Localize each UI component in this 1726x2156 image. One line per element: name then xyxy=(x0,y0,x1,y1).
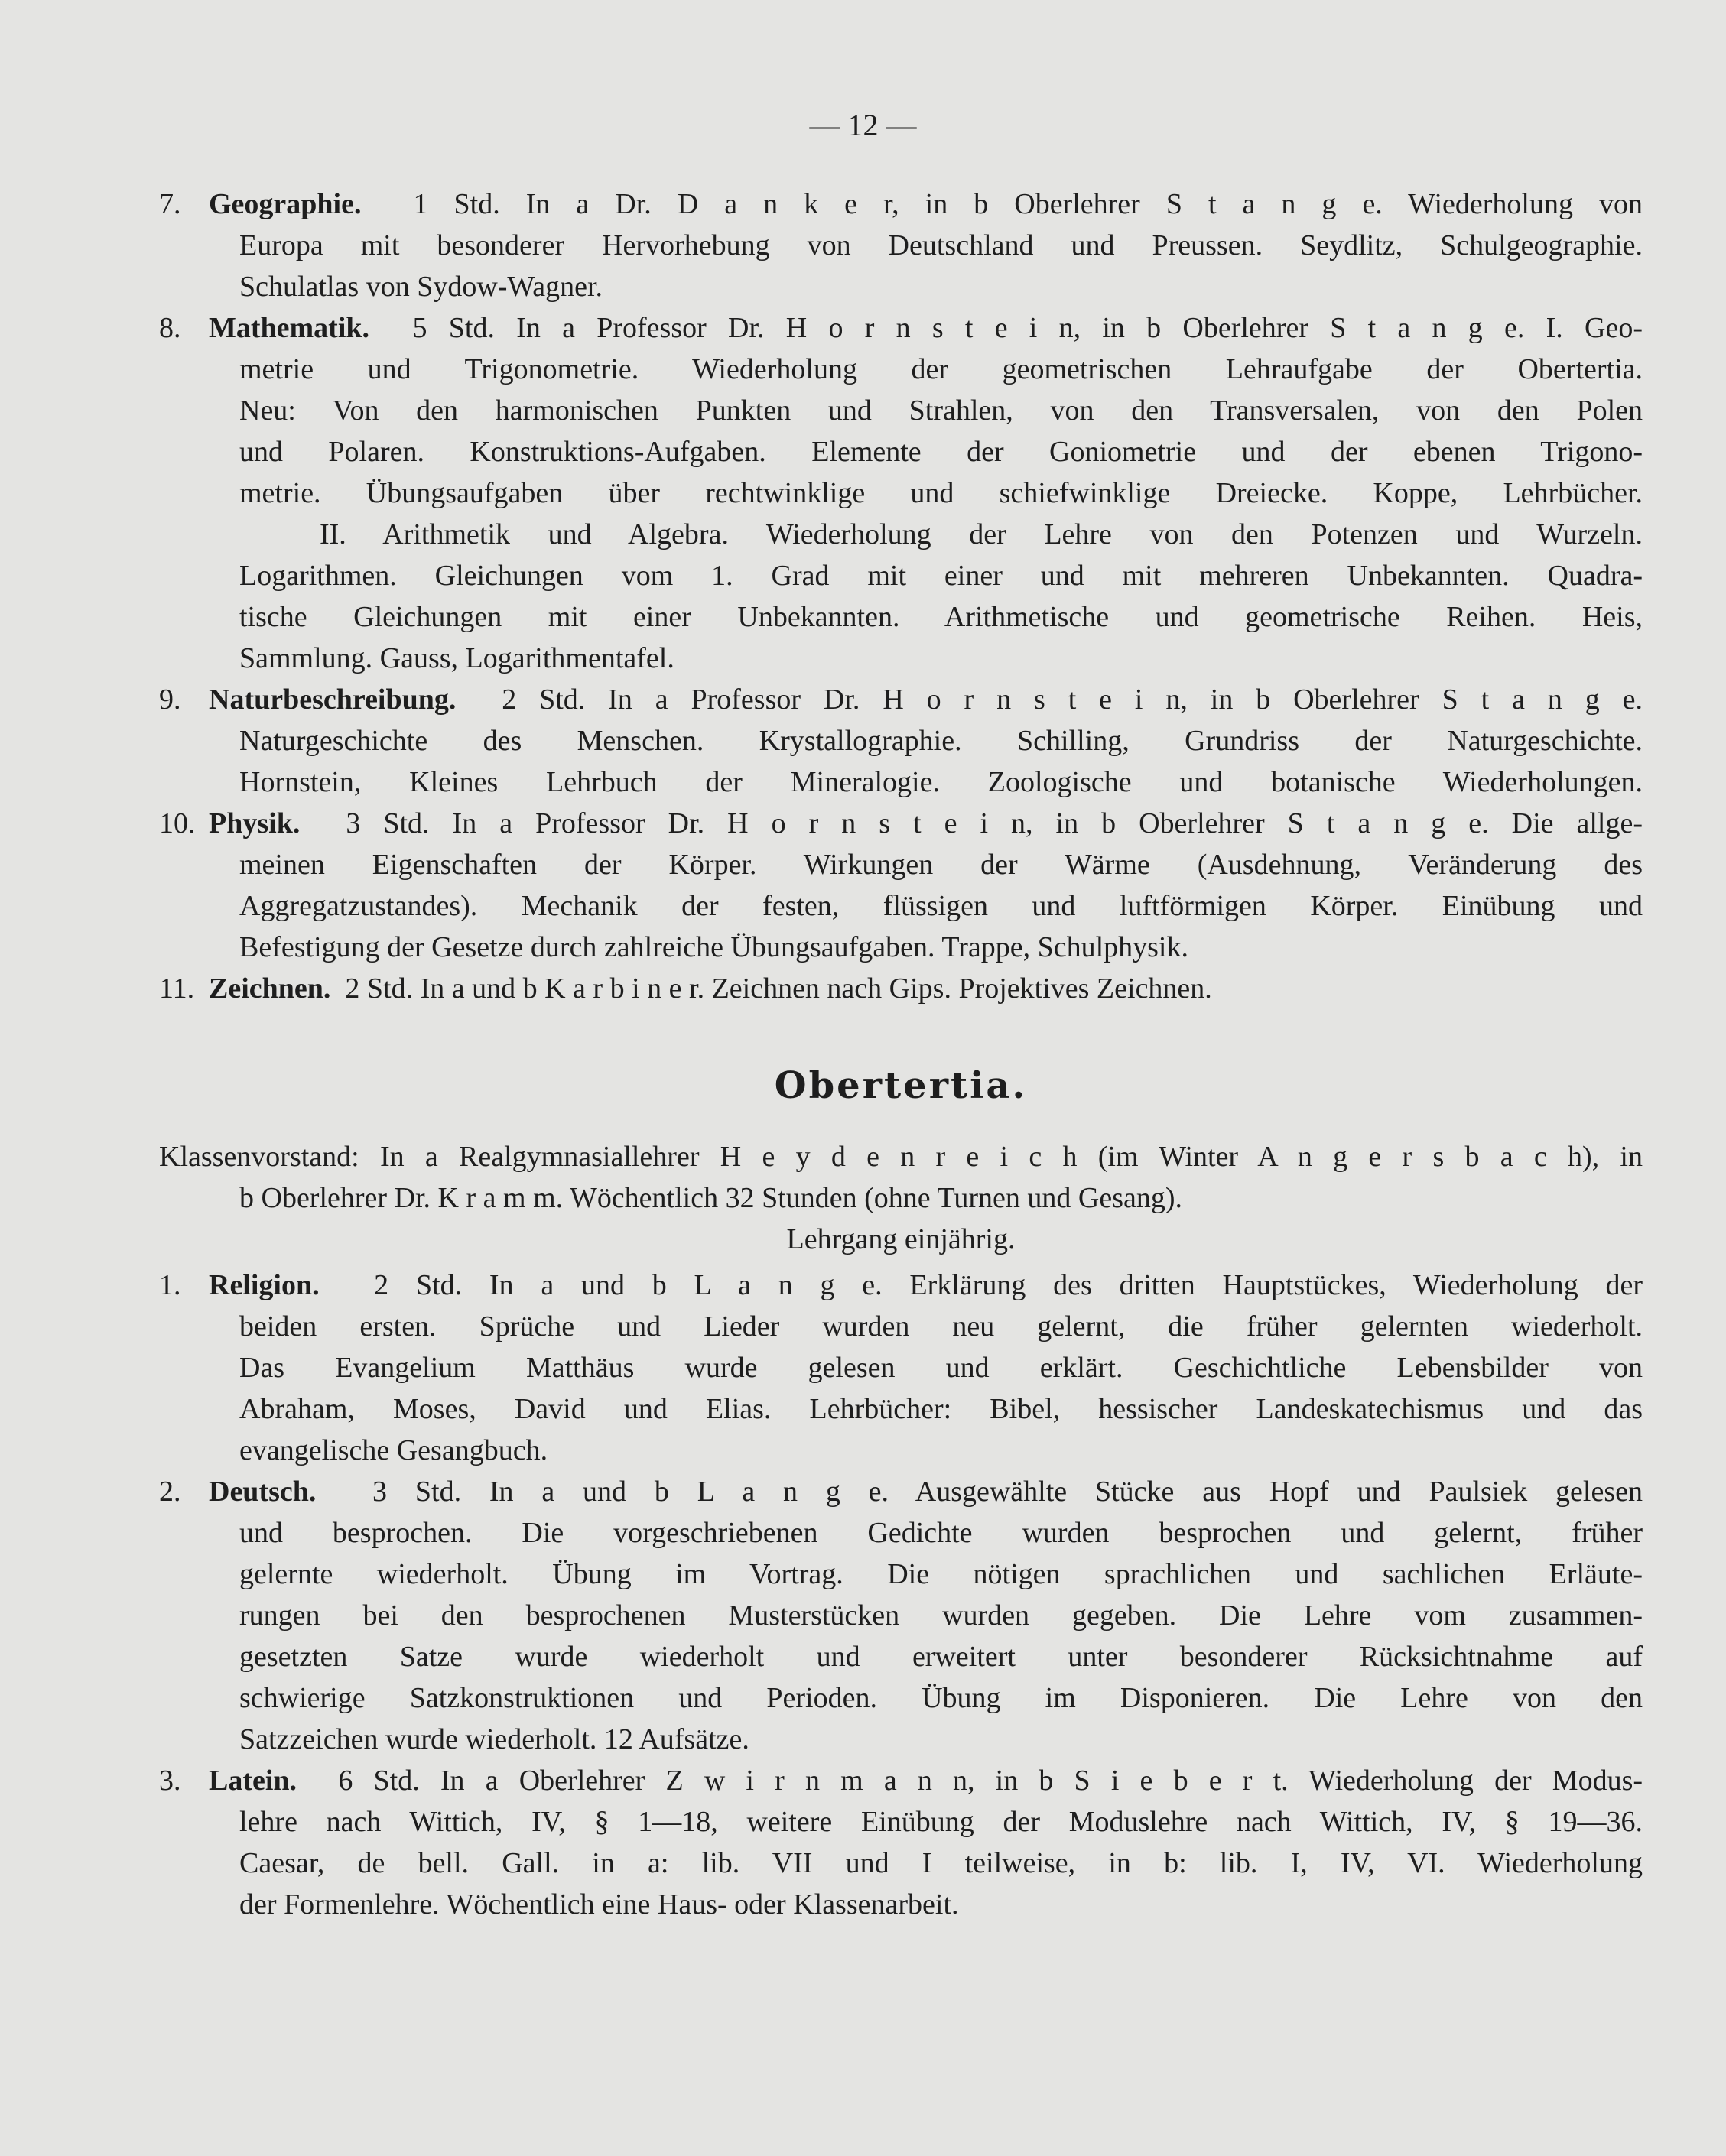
entry-title: Mathematik. xyxy=(209,312,370,344)
entry-text: rungen bei den besprochenen Musterstücken wurden gegeben. Die Lehre vom zusammen- xyxy=(239,1599,1643,1632)
entry-naturbeschreibung xyxy=(159,679,1643,803)
entry-text: Europa mit besonderer Hervorhebung von Deutschland und Preussen. Seydlitz, Schulgeographie. xyxy=(239,229,1643,261)
intro-text: Klassenvorstand: In a Realgymnasiallehrer H e y d e n r e i c h (im Winter A n g e r s b a c h), in xyxy=(159,1141,1643,1173)
entry-number: 8. xyxy=(159,312,181,344)
entry-text: lehre nach Wittich, IV, § 1—18, weitere Einübung der Moduslehre nach Wittich, IV, § 19—36. xyxy=(239,1806,1643,1838)
entry-number: 11. xyxy=(159,972,195,1005)
entry-physik xyxy=(159,803,1643,968)
entry-text: 2 Std. In a und b L a n g e. Erklärung des dritten Hauptstückes, Wiederholung der xyxy=(374,1269,1643,1301)
entry-text: Aggregatzustandes). Mechanik der festen, flüssigen und luftförmigen Körper. Einübung und xyxy=(239,890,1643,922)
entry-text: Abraham, Moses, David und Elias. Lehrbücher: Bibel, hessischer Landeskatechismus und das xyxy=(239,1393,1643,1425)
entry-text: Sammlung. Gauss, Logarithmentafel. xyxy=(239,642,674,674)
entry-text: Das Evangelium Matthäus wurde gelesen und erklärt. Geschichtliche Lebensbilder von xyxy=(239,1352,1643,1384)
entry-text: gelernte wiederholt. Übung im Vortrag. Die nötigen sprachlichen und sachlichen Erläute- xyxy=(239,1558,1643,1590)
entry-title: Zeichnen. xyxy=(209,972,331,1005)
entry-text: der Formenlehre. Wöchentlich eine Haus- oder Klassenarbeit. xyxy=(239,1888,959,1921)
entry-text: Befestigung der Gesetze durch zahlreiche Übungsaufgaben. Trappe, Schulphysik. xyxy=(239,931,1188,963)
entry-number: 1. xyxy=(159,1269,181,1301)
entry-text: meinen Eigenschaften der Körper. Wirkungen der Wärme (Ausdehnung, Veränderung des xyxy=(239,849,1643,881)
entry-number: 7. xyxy=(159,188,181,220)
entry-number: 9. xyxy=(159,683,181,716)
entry-text: evangelische Gesangbuch. xyxy=(239,1434,548,1466)
entry-religion xyxy=(159,1265,1643,1471)
entry-number: 3. xyxy=(159,1765,181,1797)
entry-text: Naturgeschichte des Menschen. Krystallographie. Schilling, Grundriss der Naturgeschichte. xyxy=(239,725,1643,757)
entry-title: Physik. xyxy=(209,807,301,839)
intro-text: b Oberlehrer Dr. K r a m m. Wöchentlich 32 Stunden (ohne Turnen und Gesang). xyxy=(239,1182,1182,1214)
entry-number: 10. xyxy=(159,807,196,839)
entry-text: metrie und Trigonometrie. Wiederholung der geometrischen Lehraufgabe der Obertertia. xyxy=(239,353,1643,385)
entry-text: metrie. Übungsaufgaben über rechtwinklige und schiefwinklige Dreiecke. Koppe, Lehrbücher. xyxy=(239,477,1643,509)
entry-latein xyxy=(159,1760,1643,1925)
entry-text: 2 Std. In a Professor Dr. H o r n s t e i n, in b Oberlehrer S t a n g e. xyxy=(502,683,1643,716)
section-obertertia xyxy=(159,1265,1643,1925)
entry-text: 5 Std. In a Professor Dr. H o r n s t e i n, in b Oberlehrer S t a n g e. I. Geo- xyxy=(412,312,1643,344)
entry-text: gesetzten Satze wurde wiederholt und erweitert unter besonderer Rücksichtnahme auf xyxy=(239,1641,1643,1673)
entry-geographie xyxy=(159,183,1643,307)
entry-text: Caesar, de bell. Gall. in a: lib. VII und I teilweise, in b: lib. I, IV, VI. Wiederholung xyxy=(239,1847,1643,1879)
entry-text: Satzzeichen wurde wiederholt. 12 Aufsätze. xyxy=(239,1723,749,1755)
entry-text: 1 Std. In a Dr. D a n k e r, in b Oberlehrer S t a n g e. Wiederholung von xyxy=(413,188,1643,220)
entry-text: und besprochen. Die vorgeschriebenen Gedichte wurden besprochen und gelernt, früher xyxy=(239,1517,1643,1549)
section-untertertia-continued xyxy=(159,183,1643,1009)
section-heading: Obertertia. xyxy=(774,1064,1028,1107)
entry-text: Hornstein, Kleines Lehrbuch der Mineralogie. Zoologische und botanische Wiederholungen. xyxy=(239,766,1643,798)
entry-text: Schulatlas von Sydow-Wagner. xyxy=(239,271,603,303)
entry-text: und Polaren. Konstruktions-Aufgaben. Elemente der Goniometrie und der ebenen Trigono- xyxy=(239,436,1643,468)
entry-title: Geographie. xyxy=(209,188,362,220)
entry-title: Deutsch. xyxy=(209,1476,317,1508)
entry-text: II. Arithmetik und Algebra. Wiederholung der Lehre von den Potenzen und Wurzeln. xyxy=(320,518,1643,550)
entry-text: 2 Std. In a und b K a r b i n e r. Zeichnen nach Gips. Projektives Zeichnen. xyxy=(345,972,1212,1005)
entry-title: Religion. xyxy=(209,1269,320,1301)
entry-text: Neu: Von den harmonischen Punkten und Strahlen, von den Transversalen, von den Polen xyxy=(239,395,1643,427)
page-number: — 12 — xyxy=(809,108,917,142)
entry-title: Naturbeschreibung. xyxy=(209,683,457,716)
entry-zeichnen xyxy=(159,968,1643,1009)
intro-text: Lehrgang einjährig. xyxy=(786,1223,1016,1255)
entry-text: 6 Std. In a Oberlehrer Z w i r n m a n n, in b S i e b e r t. Wiederholung der Modus- xyxy=(338,1765,1643,1797)
entry-number: 2. xyxy=(159,1476,181,1508)
text-column xyxy=(159,183,1643,1925)
entry-text: Logarithmen. Gleichungen vom 1. Grad mit einer und mit mehreren Unbekannten. Quadra- xyxy=(239,560,1643,592)
entry-text: beiden ersten. Sprüche und Lieder wurden neu gelernt, die früher gelernten wiederholt. xyxy=(239,1310,1643,1343)
entry-text: tische Gleichungen mit einer Unbekannten. Arithmetische und geometrische Reihen. Heis, xyxy=(239,601,1643,633)
entry-title: Latein. xyxy=(209,1765,297,1797)
entry-deutsch xyxy=(159,1471,1643,1760)
entry-text: schwierige Satzkonstruktionen und Perioden. Übung im Disponieren. Die Lehre von den xyxy=(239,1682,1643,1714)
class-intro xyxy=(159,1136,1643,1260)
entry-text: 3 Std. In a und b L a n g e. Ausgewählte Stücke aus Hopf und Paulsiek gelesen xyxy=(372,1476,1643,1508)
entry-text: 3 Std. In a Professor Dr. H o r n s t e i n, in b Oberlehrer S t a n g e. Die allge- xyxy=(346,807,1643,839)
entry-mathematik xyxy=(159,307,1643,679)
